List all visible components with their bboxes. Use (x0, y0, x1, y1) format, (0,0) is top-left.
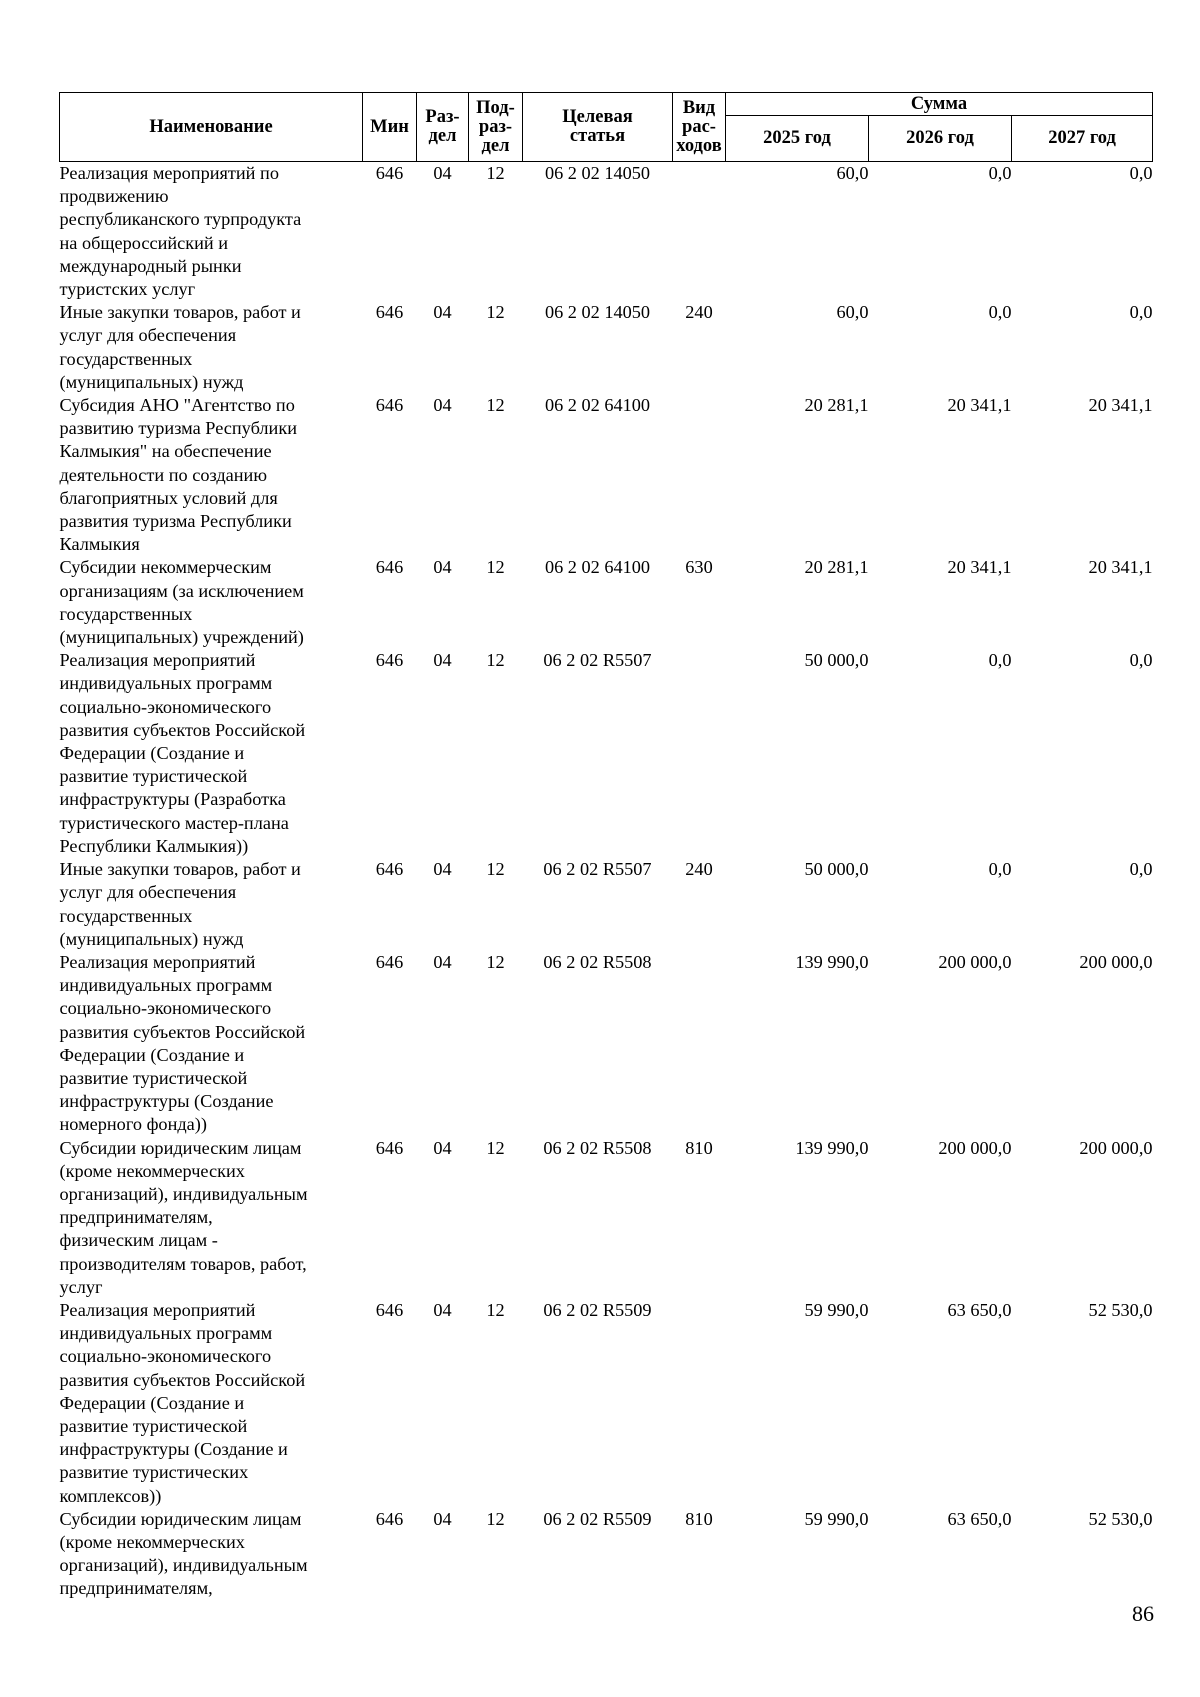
cell-2026: 63 650,0 (947, 1508, 1012, 1529)
cell-razdel: 04 (433, 163, 452, 183)
cell-2027: 200 000,0 (1079, 951, 1153, 972)
cell-podrazdel: 12 (486, 951, 505, 972)
cell-name: Иные закупки товаров, работ и услуг для обеспечения государственных (муниципальных) нужд (59, 302, 301, 392)
cell-2025: 20 281,1 (804, 557, 869, 578)
cell-target: 06 2 02 R5509 (543, 1508, 652, 1529)
cell-target: 06 2 02 14050 (544, 163, 651, 183)
header-2026: 2026 год (869, 116, 1012, 162)
cell-vid: 810 (685, 1137, 713, 1158)
cell-min: 646 (375, 395, 404, 416)
cell-vid: 240 (685, 302, 713, 323)
cell-2027: 0,0 (1129, 859, 1153, 880)
cell-razdel: 04 (433, 557, 452, 578)
cell-2026: 0,0 (988, 650, 1012, 671)
cell-name: Реализация мероприятий индивидуальных программ социально-экономического развития субъектов Российской Федерации (Создание и развитие туристической инфраструктуры (Создание номерного фонда)) (59, 951, 306, 1135)
cell-min: 646 (375, 951, 404, 972)
cell-razdel: 04 (433, 650, 452, 671)
header-min: Мин (363, 93, 417, 162)
header-razdel: Раз- дел (417, 93, 469, 162)
cell-2027: 0,0 (1129, 650, 1153, 671)
cell-name: Реализация мероприятий индивидуальных программ социально-экономического развития субъектов Российской Федерации (Создание и развитие туристической инфраструктуры (Создание и развитие туристических комплексов)) (59, 1299, 306, 1506)
cell-2026: 0,0 (988, 302, 1012, 323)
cell-podrazdel: 12 (486, 395, 505, 416)
cell-podrazdel: 12 (486, 557, 505, 578)
header-2025: 2025 год (726, 116, 869, 162)
cell-2025: 59 990,0 (804, 1508, 869, 1529)
table-row (60, 301, 1153, 394)
header-name: Наименование (60, 93, 363, 162)
budget-table (59, 92, 1153, 1601)
cell-razdel: 04 (433, 395, 452, 416)
cell-2027: 20 341,1 (1088, 557, 1153, 578)
cell-name: Иные закупки товаров, работ и услуг для обеспечения государственных (муниципальных) нужд (59, 859, 301, 949)
cell-target: 06 2 02 R5507 (543, 859, 652, 880)
cell-2025: 20 281,1 (804, 395, 869, 416)
cell-vid (673, 394, 726, 556)
cell-vid (673, 1299, 726, 1508)
cell-2027: 20 341,1 (1088, 395, 1153, 416)
table-header (60, 93, 1153, 162)
cell-2026: 63 650,0 (947, 1299, 1012, 1320)
table-row (60, 1137, 1153, 1299)
table-row (60, 1299, 1153, 1508)
cell-vid: 630 (685, 557, 713, 578)
cell-min: 646 (375, 302, 404, 323)
cell-min: 646 (375, 650, 404, 671)
table-row (60, 556, 1153, 649)
cell-vid: 810 (685, 1508, 713, 1529)
page-number: 86 (1132, 1601, 1154, 1626)
cell-2025: 139 990,0 (795, 1137, 869, 1158)
cell-target: 06 2 02 64100 (544, 557, 651, 578)
table-row (60, 951, 1153, 1137)
cell-2025: 60,0 (836, 302, 869, 323)
header-target: Целевая статья (523, 93, 673, 162)
cell-razdel: 04 (433, 302, 452, 323)
cell-2026: 20 341,1 (947, 557, 1012, 578)
cell-2027: 0,0 (1129, 302, 1153, 323)
cell-vid (673, 649, 726, 858)
cell-name: Субсидии юридическим лицам (кроме некоммерческих организаций), индивидуальным предпринимателям, физическим лицам - производителям товаров, работ, услуг (59, 1137, 308, 1297)
cell-target: 06 2 02 64100 (544, 395, 651, 416)
header-sum: Сумма (726, 93, 1153, 116)
cell-2026: 0,0 (988, 859, 1012, 880)
cell-target: 06 2 02 14050 (544, 302, 651, 323)
table-body (60, 162, 1153, 1601)
cell-podrazdel: 12 (486, 163, 505, 183)
table-row (60, 858, 1153, 951)
cell-2025: 59 990,0 (804, 1299, 869, 1320)
cell-target: 06 2 02 R5508 (543, 951, 652, 972)
cell-min: 646 (375, 1508, 404, 1529)
cell-target: 06 2 02 R5509 (543, 1299, 652, 1320)
table-row (60, 649, 1153, 858)
cell-podrazdel: 12 (486, 1299, 505, 1320)
cell-target: 06 2 02 R5508 (543, 1137, 652, 1158)
cell-razdel: 04 (433, 1299, 452, 1320)
cell-razdel: 04 (433, 859, 452, 880)
cell-min: 646 (375, 163, 404, 183)
cell-min: 646 (375, 859, 404, 880)
header-podrazdel: Под- раз- дел (469, 93, 523, 162)
cell-2025: 139 990,0 (795, 951, 869, 972)
cell-name: Реализация мероприятий индивидуальных программ социально-экономического развития субъектов Российской Федерации (Создание и развитие туристической инфраструктуры (Разработка туристического мастер-плана Республики Калмыкия)) (59, 650, 306, 856)
cell-target: 06 2 02 R5507 (543, 650, 652, 671)
cell-2027: 52 530,0 (1088, 1508, 1153, 1529)
cell-2027: 52 530,0 (1088, 1299, 1153, 1320)
cell-name: Субсидии некоммерческим организациям (за исключением государственных (муниципальных) учреждений) (59, 557, 304, 648)
cell-vid (673, 951, 726, 1137)
cell-2027: 200 000,0 (1079, 1137, 1153, 1158)
header-2027: 2027 год (1012, 116, 1153, 162)
cell-podrazdel: 12 (486, 302, 505, 323)
cell-razdel: 04 (433, 1137, 452, 1158)
cell-2025: 50 000,0 (804, 650, 869, 671)
cell-min: 646 (375, 1299, 404, 1320)
table-row (60, 1508, 1153, 1601)
cell-2027: 0,0 (1129, 163, 1153, 183)
header-vid: Вид рас- ходов (673, 93, 726, 162)
cell-name: Субсидия АНО "Агентство по развитию туризма Республики Калмыкия" на обеспечение деятельности по созданию благоприятных условий для развития туризма Республики Калмыкия (59, 395, 298, 555)
cell-2025: 60,0 (836, 163, 869, 183)
cell-2025: 50 000,0 (804, 859, 869, 880)
cell-vid: 240 (685, 859, 713, 880)
cell-min: 646 (375, 557, 404, 578)
cell-podrazdel: 12 (486, 1508, 505, 1529)
cell-podrazdel: 12 (486, 859, 505, 880)
cell-podrazdel: 12 (486, 1137, 505, 1158)
cell-2026: 20 341,1 (947, 395, 1012, 416)
cell-2026: 0,0 (988, 163, 1012, 183)
cell-razdel: 04 (433, 1508, 452, 1529)
cell-podrazdel: 12 (486, 650, 505, 671)
cell-name: Реализация мероприятий по продвижению республиканского турпродукта на общероссийский и международный рынки туристских услуг (59, 163, 302, 300)
table-row (60, 394, 1153, 556)
cell-razdel: 04 (433, 951, 452, 972)
cell-2026: 200 000,0 (938, 1137, 1012, 1158)
cell-2026: 200 000,0 (938, 951, 1012, 972)
cell-min: 646 (375, 1137, 404, 1158)
cell-vid (673, 162, 726, 302)
cell-name: Субсидии юридическим лицам (кроме некоммерческих организаций), индивидуальным предпринимателям, (59, 1508, 308, 1599)
table-row (60, 162, 1153, 302)
